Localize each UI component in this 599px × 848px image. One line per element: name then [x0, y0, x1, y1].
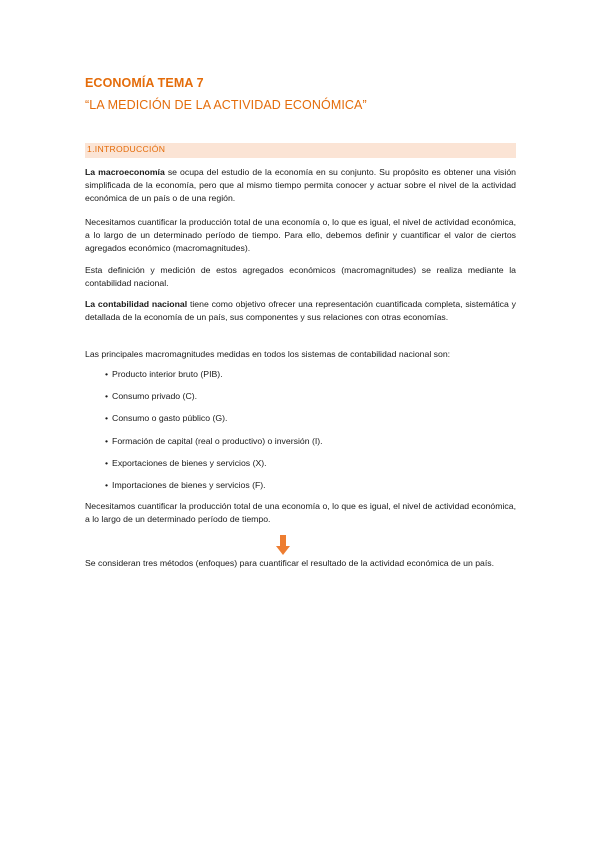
- list-item: • Consumo o gasto público (G).: [105, 412, 323, 434]
- document-subtitle: “LA MEDICIÓN DE LA ACTIVIDAD ECONÓMICA”: [85, 98, 367, 112]
- paragraph-macroeconomia: [85, 166, 516, 206]
- list-item: • Producto interior bruto (PIB).: [105, 368, 323, 390]
- paragraph-contabilidad-nacional: [85, 298, 516, 324]
- paragraph-definicion: Esta definición y medición de estos agregados económicos (macromagnitudes) se realiza mediante la contabilidad nacional.: [85, 265, 516, 289]
- paragraph-cuantificar-repeat: Necesitamos cuantificar la producción total de una economía o, lo que es igual, el nivel de actividad económica, a lo largo de un determinado período de tiempo.: [85, 501, 516, 525]
- term-contabilidad-nacional: La contabilidad nacional: [85, 299, 188, 309]
- section-heading: 1.INTRODUCCIÓN: [87, 144, 166, 154]
- macromagnitudes-list: [105, 368, 323, 501]
- list-item: • Formación de capital (real o productivo) o inversión (I).: [105, 435, 323, 457]
- paragraph-text: se ocupa del estudio de la economía en su conjunto. Su propósito es obtener una visión simplificada de la economía, pero que al mismo tiempo permita conocer y actuar sobre el nivel de la actividad económica de un país o de una región.: [85, 167, 516, 204]
- list-item: • Exportaciones de bienes y servicios (X).: [105, 457, 323, 479]
- list-item: • Importaciones de bienes y servicios (F).: [105, 479, 323, 501]
- paragraph-macromagnitudes: Las principales macromagnitudes medidas en todos los sistemas de contabilidad nacional son:: [85, 349, 451, 359]
- section-heading-bar: [85, 143, 516, 158]
- document-title: ECONOMÍA TEMA 7: [85, 76, 204, 90]
- list-item: • Consumo privado (C).: [105, 390, 323, 412]
- down-arrow-icon: [276, 535, 290, 555]
- paragraph-metodos: Se consideran tres métodos (enfoques) para cuantificar el resultado de la actividad económica de un país.: [85, 558, 495, 568]
- term-macroeconomia: La macroeconomía: [85, 167, 165, 177]
- paragraph-text: tiene como objetivo ofrecer una representación cuantificada completa, sistemática y detallada de la economía de un país, sus componentes y sus relaciones con otras economías.: [85, 299, 516, 323]
- paragraph-cuantificar: Necesitamos cuantificar la producción total de una economía o, lo que es igual, el nivel de actividad económica, a lo largo de un determinado período de tiempo. Para ello, debemos definir y cuantificar el valor de ciertos agregados económico (macromagnitudes).: [85, 217, 516, 254]
